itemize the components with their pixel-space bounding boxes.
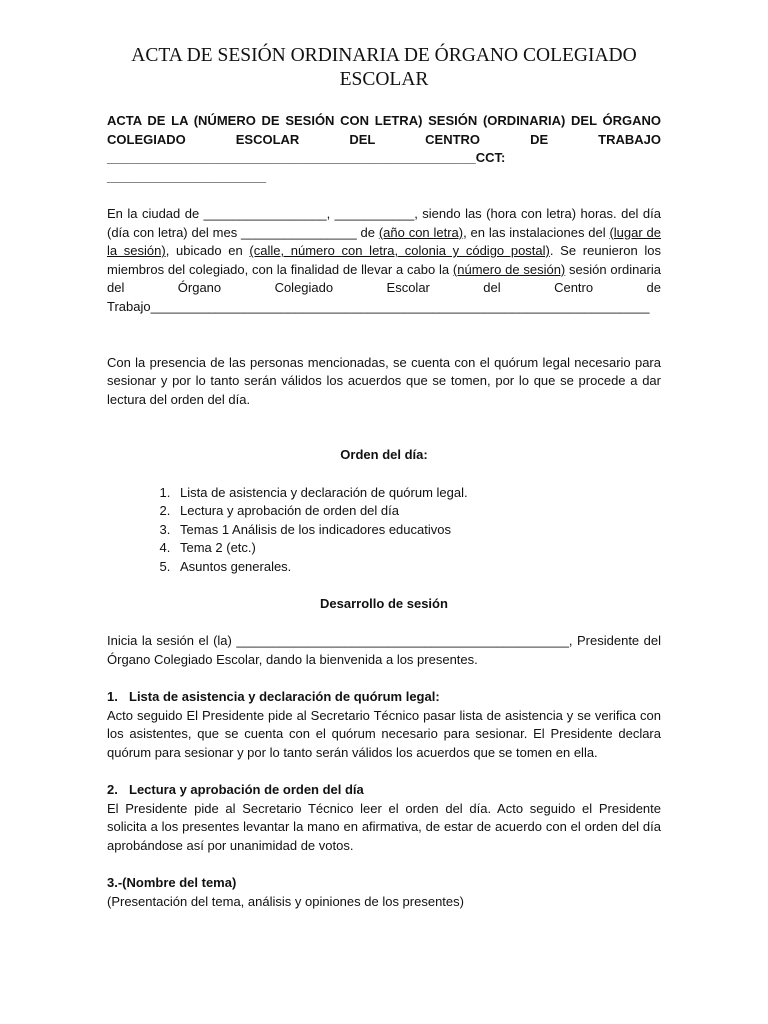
intro-text-2: , en las instalaciones del (463, 224, 610, 240)
intro-place-placeholder: (lugar de la sesión) (107, 224, 661, 259)
section-2-heading (107, 781, 661, 800)
section-2-number: 2. (107, 782, 118, 797)
agenda-heading: Orden del día: (340, 447, 428, 463)
section-2-body: El Presidente pide al Secretario Técnico leer el orden del día. Acto seguido el Presidente solicita a los presentes levantar la mano en afirmativa, de estar de acuerdo con el orden del día aprobándose así por unanimidad de votos. (107, 800, 661, 853)
agenda-item: 3. Temas 1 Análisis de los indicadores educativos (174, 521, 661, 540)
intro-year-placeholder: (año con letra) (378, 224, 464, 240)
agenda-item: 5. Asuntos generales. (174, 558, 661, 577)
intro-text-1: En la ciudad de _________________, ___________, siendo las (hora con letra) horas. del día (día con letra) del mes ________________ de (107, 205, 661, 240)
document-title (100, 44, 668, 92)
section-1-body: Acto seguido El Presidente pide al Secretario Técnico pasar lista de asistencia y se verifica con los asistentes, que se cuenta con el quórum necesario para sesionar. El Presidente declara quórum para sesionar y por lo tanto serán válidos los acuerdos que se tomen en ella. (107, 707, 661, 760)
intro-paragraph (107, 205, 661, 317)
intro-session-placeholder: (número de sesión) (452, 261, 566, 277)
agenda-item: 1. Lista de asistencia y declaración de quórum legal. (174, 484, 661, 503)
opening-paragraph: Inicia la sesión el (la) ______________________________________________, Presidente del Órgano Colegiado Escolar, dando la bienvenida a los presentes. (107, 633, 661, 667)
intro-address-placeholder: (calle, número con letra, colonia y código postal) (249, 243, 550, 259)
section-1-title: Lista de asistencia y declaración de quórum legal: (129, 689, 440, 705)
intro-text-5: sesión ordinaria del Órgano Colegiado Escolar del Centro de Trabajo_____________________________________________________________________ (107, 261, 662, 314)
title-line-2: ESCOLAR (339, 69, 429, 90)
acta-heading-line-2: COLEGIADO ESCOLAR DEL CENTRO DE TRABAJO (107, 131, 661, 147)
acta-heading-line-1: ACTA DE LA (NÚMERO DE SESIÓN CON LETRA) SESIÓN (ORDINARIA) DEL ÓRGANO (107, 113, 661, 128)
intro-text-4: . Se reunieron los miembros del colegiado, con la finalidad de llevar a cabo la (107, 243, 661, 277)
document-body (107, 112, 661, 911)
development-heading: Desarrollo de sesión (320, 596, 448, 612)
acta-heading (107, 112, 661, 186)
section-3-body: (Presentación del tema, análisis y opiniones de los presentes) (107, 893, 464, 909)
acta-heading-line-3: ___________________________________________________CCT: ______________________ (107, 150, 506, 184)
quorum-paragraph: Con la presencia de las personas mencionadas, se cuenta con el quórum legal necesario para sesionar y por lo tanto serán válidos los acuerdos que se tomen, por lo que se procede a dar lectura del orden del día. (107, 354, 661, 407)
section-1-number: 1. (107, 689, 118, 705)
intro-text-3: , ubicado en (165, 243, 250, 259)
agenda-item: 2. Lectura y aprobación de orden del día (174, 502, 661, 521)
section-3-heading: 3.-(Nombre del tema) (107, 874, 237, 890)
title-line-1: ACTA DE SESIÓN ORDINARIA DE ÓRGANO COLEGIADO (131, 45, 637, 66)
agenda-item: 4. Tema 2 (etc.) (174, 539, 661, 558)
section-2-title: Lectura y aprobación de orden del día (129, 782, 364, 797)
agenda-list (107, 484, 661, 577)
section-1-heading (107, 688, 661, 707)
